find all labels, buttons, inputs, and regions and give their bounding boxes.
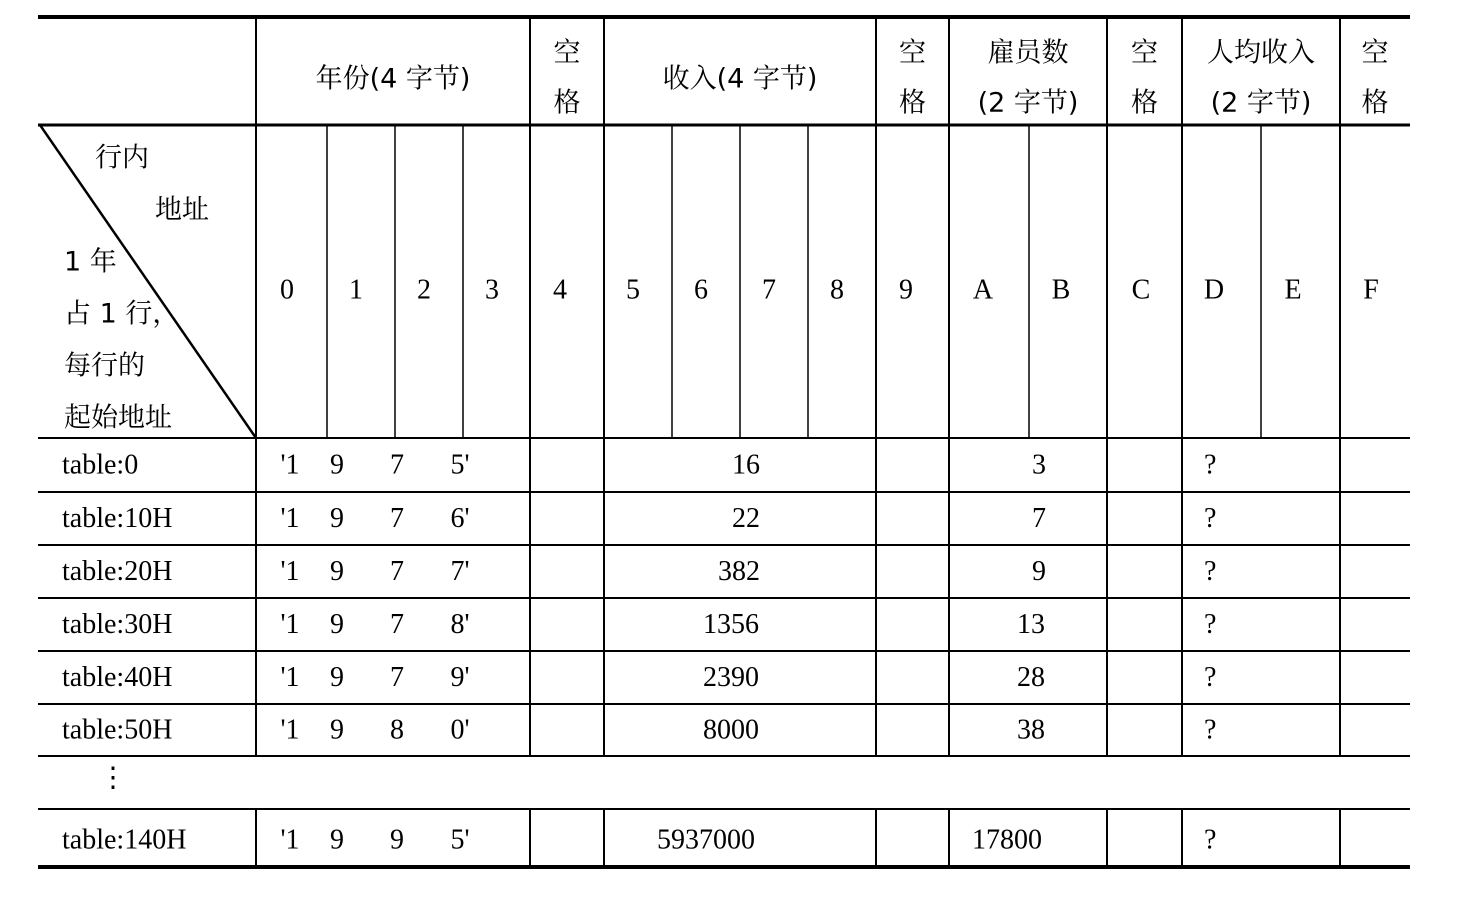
row-address: table:0 [62,449,139,481]
byte-offset-label: 7 [762,274,776,306]
byte-offset-label: F [1363,274,1379,306]
year-char: '1 [280,608,300,640]
spacer-header-0: 空 [553,37,581,69]
year-char: 7 [390,449,404,481]
income-value: 22 [732,502,760,534]
spacer-header-1: 格 [899,87,926,119]
year-char: '1 [280,555,300,587]
byte-offset-label: 9 [899,274,913,306]
year-char: 5' [450,824,470,856]
row-address: table:50H [62,714,173,746]
year-char: 9' [450,661,470,693]
diagonal-label-bottom: 1 年 [64,246,117,278]
byte-offset-label: 1 [349,274,363,306]
employees-value: 28 [1017,661,1045,693]
header-avg-income-size: (2 字节) [1210,87,1312,119]
year-char: 8' [450,608,470,640]
header-year: 年份(4 字节) [315,63,471,95]
year-char: 9 [330,661,344,693]
year-char: 9 [330,502,344,534]
income-value: 2390 [703,661,759,693]
year-char: '1 [280,824,300,856]
year-char: 7' [450,555,470,587]
year-char: 9 [330,449,344,481]
byte-offset-label: B [1051,274,1071,306]
year-char: 8 [390,714,404,746]
year-char: 5' [450,449,470,481]
byte-offset-label: A [972,274,994,306]
spacer-header-2: 空 [1131,37,1158,69]
diagonal-label-top: 行内 [95,142,149,174]
year-char: 9 [390,824,404,856]
year-char: '1 [280,449,300,481]
row-address: table:30H [62,608,173,640]
year-char: 9 [330,714,344,746]
spacer-header-0: 格 [553,87,581,119]
spacer-header-3: 格 [1361,87,1389,119]
spacer-header-1: 空 [899,37,926,69]
avg-income-value: ? [1204,449,1217,481]
byte-offset-label: D [1203,274,1225,306]
header-income: 收入(4 字节) [662,63,818,95]
row-address: table:140H [62,824,187,856]
byte-offset-label: 4 [553,274,567,306]
year-char: 0' [450,714,470,746]
byte-offset-label: 2 [417,274,431,306]
year-char: 9 [330,608,344,640]
employees-value: 7 [1032,502,1046,534]
table-text [62,38,1389,856]
byte-offset-label: 3 [485,274,499,306]
row-address: table:10H [62,502,173,534]
header-employees-size: (2 字节) [977,87,1079,119]
header-avg-income: 人均收入 [1207,37,1315,69]
year-char: '1 [280,502,300,534]
year-char: 7 [390,608,404,640]
employees-value: 9 [1032,555,1046,587]
avg-income-value: ? [1204,824,1217,856]
diagonal-label-bottom: 占 1 行， [64,298,180,330]
employees-value: 38 [1017,714,1045,746]
income-value: 1356 [703,608,759,640]
avg-income-value: ? [1204,502,1217,534]
employees-value: 17800 [972,824,1042,856]
avg-income-value: ? [1204,608,1217,640]
ellipsis-mark: ⋮ [99,762,127,794]
year-char: 7 [390,661,404,693]
spacer-header-2: 格 [1131,87,1158,119]
byte-offset-label: C [1131,274,1151,306]
avg-income-value: ? [1204,555,1217,587]
byte-offset-label: 8 [830,274,844,306]
employees-value: 3 [1032,449,1046,481]
byte-offset-label: E [1284,274,1302,306]
diagonal-label-top: 地址 [155,194,209,226]
income-value: 5937000 [657,824,755,856]
avg-income-value: ? [1204,714,1217,746]
row-address: table:40H [62,661,173,693]
income-value: 382 [718,555,760,587]
byte-offset-label: 0 [280,274,294,306]
diagonal-label-bottom: 每行的 [64,350,145,382]
header-employees: 雇员数 [987,37,1069,69]
income-value: 16 [732,449,760,481]
year-char: 7 [390,555,404,587]
byte-offset-label: 6 [694,274,708,306]
year-char: 6' [450,502,470,534]
year-char: 7 [390,502,404,534]
year-char: 9 [330,555,344,587]
year-char: '1 [280,661,300,693]
year-char: 9 [330,824,344,856]
row-address: table:20H [62,555,173,587]
income-value: 8000 [703,714,759,746]
avg-income-value: ? [1204,661,1217,693]
employees-value: 13 [1017,608,1045,640]
year-char: '1 [280,714,300,746]
diagonal-label-bottom: 起始地址 [64,402,172,434]
spacer-header-3: 空 [1361,37,1389,69]
byte-offset-label: 5 [626,274,640,306]
